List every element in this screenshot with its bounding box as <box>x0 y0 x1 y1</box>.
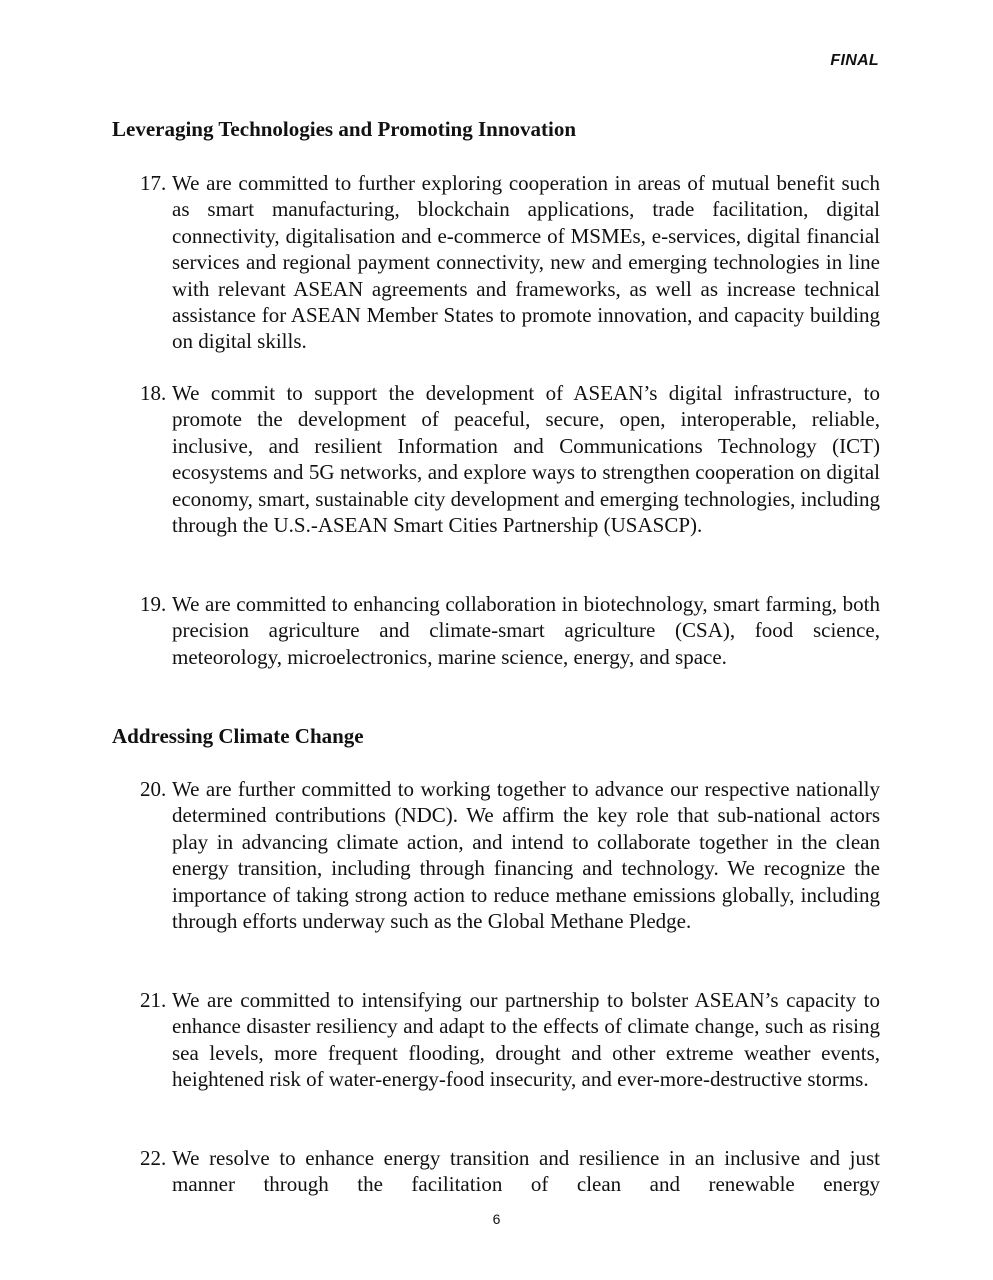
paragraph-text: We commit to support the development of ASEAN’s digital infrastructure, to promote the development of peaceful, secure, open, interoperable, reliable, inclusive, and resilient Information and Communications Technology (ICT) ecosystems and 5G networks, and explore ways to strengthen cooperation on digital economy, smart, sustainable city development and emerging technologies, including through the U.S.-ASEAN Smart Cities Partnership (USASCP). <box>172 381 880 538</box>
page-number: 6 <box>492 1211 501 1227</box>
paragraph-number: 22. <box>140 1146 167 1170</box>
paragraph-number: 17. <box>140 171 167 195</box>
paragraph-number: 20. <box>140 777 167 801</box>
document-status-label: FINAL <box>830 52 879 69</box>
paragraph-text: We are committed to further exploring cooperation in areas of mutual benefit such as smart manufacturing, blockchain applications, trade facilitation, digital connectivity, digitalisation and e-commerce of MSMEs, e-services, digital financial services and regional payment connectivity, new and emerging technologies in line with relevant ASEAN agreements and frameworks, as well as increase technical assistance for ASEAN Member States to promote innovation, and capacity building on digital skills. <box>172 171 880 354</box>
paragraph-text: We are committed to enhancing collaboration in biotechnology, smart farming, both precision agriculture and climate-smart agriculture (CSA), food science, meteorology, microelectronics, marine science, energy, and space. <box>172 592 880 669</box>
paragraph-text: We are committed to intensifying our partnership to bolster ASEAN’s capacity to enhance disaster resiliency and adapt to the effects of climate change, such as rising sea levels, more frequent flooding, drought and other extreme weather events, heightened risk of water-energy-food insecurity, and ever-more-destructive storms. <box>172 988 880 1092</box>
paragraph-20 <box>140 776 880 934</box>
paragraph-18 <box>140 380 880 538</box>
section-heading-climate: Addressing Climate Change <box>112 724 364 748</box>
paragraph-text: We resolve to enhance energy transition and resilience in an inclusive and just manner through the facilitation of clean and renewable energy <box>172 1146 880 1197</box>
paragraph-17 <box>140 170 880 355</box>
paragraph-text: We are further committed to working together to advance our respective nationally determined contributions (NDC). We affirm the key role that sub-national actors play in advancing climate action, and intend to collaborate together in the clean energy transition, including through financing and technology. We recognize the importance of taking strong action to reduce methane emissions globally, including through efforts underway such as the Global Methane Pledge. <box>172 777 880 934</box>
paragraph-19 <box>140 591 880 670</box>
paragraph-number: 19. <box>140 592 167 616</box>
paragraph-21 <box>140 987 880 1093</box>
paragraph-number: 21. <box>140 988 167 1012</box>
paragraph-number: 18. <box>140 381 167 405</box>
paragraph-22 <box>140 1145 880 1198</box>
section-heading-technologies: Leveraging Technologies and Promoting Innovation <box>112 117 577 141</box>
